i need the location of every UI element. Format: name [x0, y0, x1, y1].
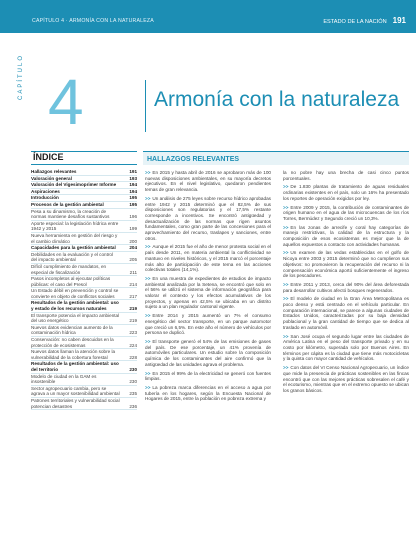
highlight-text: Entre 2009 y 2015, la contribución de contaminantes de origen humano en el agua de las microcuencas de los ríos Torres, Bermúdez y Segundo creció un 10,3%. [283, 204, 409, 221]
highlight-item [283, 250, 409, 279]
highlights-body [145, 170, 409, 540]
highlight-item [145, 385, 271, 402]
index-entry-title: Patrones territoriales y vulnerabilidad social potencian desastres [31, 397, 120, 409]
index-entry-title: Conservación: no caben descuidos en la protección de ecosistemas [31, 337, 114, 348]
table-of-contents [31, 151, 137, 445]
bullet-chevron-icon: >> [283, 184, 289, 190]
bullet-chevron-icon: >> [283, 296, 289, 302]
index-entry-title: Resultados de la gestión ambiental: uso y estado de los recursos naturales [31, 300, 119, 312]
index-entry-page: 194 [129, 182, 137, 188]
bullet-chevron-icon: >> [145, 275, 151, 281]
highlight-item [145, 170, 271, 193]
bullet-chevron-icon: >> [145, 384, 151, 390]
highlight-item [145, 244, 271, 273]
highlight-item [283, 282, 409, 293]
index-entry-title: Sector agropecuario cambia, pero se agrava a un mayor sostenibilidad ambiental [31, 385, 120, 397]
index-entry[interactable] [31, 233, 137, 245]
bullet-chevron-icon: >> [145, 313, 151, 319]
highlight-item [283, 205, 409, 222]
index-entry[interactable] [31, 245, 137, 252]
highlight-text: Un análisis de 275 leyes sobre recurso hídrico aprobadas entre 1942 y 2015 determinó que el 82,5% de sus disposiciones son regulatorias y el 17,5% restante corresponde a incentivos. Se encontró antigüedad y desactualización de las normas que rigen asuntos fundamentales, como gran parte de las concesiones para el aprovechamiento del recurso, traslapes y sanciones, entre otros. [145, 195, 271, 241]
index-entry-page: 228 [129, 354, 137, 360]
index-entry[interactable] [31, 221, 137, 233]
highlight-item [145, 313, 271, 336]
highlight-item [145, 276, 271, 310]
bullet-chevron-icon: >> [283, 250, 289, 256]
index-entry-page: 195 [129, 201, 137, 207]
index-entry-title: Difícil cumplimiento de mandatos, en especial de fiscalización [31, 263, 107, 275]
index-entry-title: Nueva herramienta en gestión del riesgo y el cambio climático [31, 232, 118, 244]
index-entry[interactable] [31, 374, 137, 386]
highlight-text: En 2015 el 99% de la electricidad se generó con fuentes limpias. [145, 370, 271, 382]
index-heading: ÍNDICE [31, 151, 137, 165]
index-entry[interactable] [31, 202, 137, 209]
index-entry-page: 219 [129, 318, 137, 324]
index-entry-page: 223 [129, 330, 137, 336]
index-entry-title: Debilidades en la evaluación y el control del impacto ambiental [31, 251, 113, 263]
index-entry-page: 236 [129, 403, 137, 409]
index-entry-page: 194 [129, 188, 137, 194]
index-entry[interactable] [31, 176, 137, 183]
chapter-label: CAPÍTULO [18, 53, 24, 100]
index-entry[interactable] [31, 209, 137, 221]
index-entry-title: Valoración del Vigesimoprimer Informe [31, 182, 117, 188]
highlight-item [283, 365, 409, 394]
highlight-text: Entre 2011 y 2013, cerca del 90% del área deforestada para desarrollar cultivos afectó bosques regenerados. [283, 281, 409, 293]
header-publication [323, 16, 406, 25]
index-entry-title: Resultados de la gestión ambiental: uso del territorio [31, 361, 119, 372]
highlight-text: En 2015 y hasta abril de 2016 se aprobaron más de 100 nuevas disposiciones ambientales, en su mayoría decretos ejecutivos. En el nivel legislativo, quedaron pendientes temas de gran relevancia. [145, 170, 271, 193]
highlight-text: El transporte generó el 54% de las emisiones de gases del país. De ese porcentaje, un 41% provenía de automóviles particulares. Un estudio sobre la composición química de los contaminantes del aire confirmó que la antigüedad de las unidades agrava el problema. [145, 338, 271, 367]
page-number: 191 [392, 16, 406, 25]
index-entry-title: Valoración general [31, 175, 72, 181]
index-entry-page: 195 [129, 195, 137, 201]
highlight-text: En las zonas de arrecife y coral hay categorías de manejo restrictivas, la calidad de la estructura y la composición de esos ecosistemas es mejor que la de aquellos expuestos a contacto con actividades humanas. [283, 224, 409, 247]
index-entry-title: Pasos incompletos al ejecutar políticas públicas: el caso del Presol [31, 276, 111, 287]
index-entry-title: Hallazgos relevantes [31, 169, 77, 174]
highlight-item [283, 184, 409, 201]
page-header [0, 0, 416, 33]
highlight-text: Un examen de las vedas establecidas en el golfo de Nicoya entre 2003 y 2015 determinó que no cumplieron sus objetivos: no promovieron la recuperación del recurso ni la compensación económica aportó suficientemente el ingreso de los pescadores. [283, 250, 409, 279]
highlight-item [283, 334, 409, 363]
index-entry[interactable] [31, 276, 137, 288]
index-list [31, 169, 137, 410]
index-entry-title: Nuevos datos llaman la atención sobre la vulnerabilidad de la cobertura forestal [31, 349, 116, 360]
header-chapter-text: CAPÍTULO 4 · ARMONÍA CON LA NATURALEZA [32, 18, 154, 24]
index-entry-page: 230 [129, 367, 137, 372]
index-entry[interactable] [31, 325, 137, 337]
index-entry[interactable] [31, 264, 137, 276]
index-entry-page: 193 [129, 175, 137, 181]
bullet-chevron-icon: >> [283, 365, 289, 371]
index-entry[interactable] [31, 252, 137, 264]
bullet-chevron-icon: >> [145, 170, 151, 175]
index-entry-page: 196 [129, 214, 137, 220]
index-entry[interactable] [31, 169, 137, 176]
chapter-title: Armonía con la naturaleza [154, 88, 400, 111]
bullet-chevron-icon: >> [283, 281, 289, 287]
index-entry[interactable] [31, 182, 137, 189]
highlights-heading: HALLAZGOS RELEVANTES [143, 151, 409, 165]
chapter-divider [145, 80, 146, 132]
index-entry-page: 205 [129, 257, 137, 263]
bullet-chevron-icon: >> [283, 224, 289, 230]
index-entry-page: 204 [129, 245, 137, 251]
bullet-chevron-icon: >> [283, 333, 289, 339]
bullet-chevron-icon: >> [145, 370, 151, 376]
index-entry[interactable] [31, 337, 137, 349]
highlight-item [283, 170, 409, 181]
index-entry[interactable] [31, 300, 137, 312]
index-entry-page: 199 [129, 226, 137, 232]
index-entry[interactable] [31, 386, 137, 398]
index-entry-title: Procesos de la gestión ambiental [31, 201, 104, 207]
bullet-chevron-icon: >> [283, 204, 289, 210]
index-entry[interactable] [31, 288, 137, 300]
index-entry-title: Introducción [31, 195, 59, 201]
highlight-text: De 1.830 plantas de tratamiento de aguas residuales ordinarias existentes en el país, solo un 16% ha presentado los reportes de operación exigidos por ley. [283, 184, 409, 201]
highlights-column-left [145, 170, 271, 540]
header-publication-title: ESTADO DE LA NACIÓN [323, 19, 387, 25]
index-entry-page: 224 [129, 342, 137, 348]
index-entry-page: 230 [129, 379, 137, 385]
index-entry-page: 214 [129, 281, 137, 287]
index-entry[interactable] [31, 313, 137, 325]
highlight-text: El modelo de ciudad en la Gran Área Metropolitana es poco denso y está centrado en el vehículo particular. En comparación internacional, se parece a algunas ciudades de Estados Unidos, caracterizadas por su baja densidad poblacional y la gran cantidad de tiempo que se dedica al traslado en automóvil. [283, 296, 409, 330]
highlight-item [145, 371, 271, 382]
index-entry-title: Modelo de ciudad en la GAM es insostenible [31, 373, 97, 385]
index-entry[interactable] [31, 195, 137, 202]
highlight-text: Aunque el 2015 fue el año de menor protesta social en el país desde 2011, en materia ambiental la conflictividad se mantuvo en niveles históricos, y el 2015 marcó el porcentaje más alto de participación de este tema en las acciones colectivas totales (14,1%). [145, 244, 271, 273]
index-entry-page: 191 [129, 169, 137, 174]
highlight-text: San José ocupa el segundo lugar entre las ciudades de América Latina en el peso del transporte privado y en su costo por kilómetro, superada solo por Buenos Aires. En términos per cápita es la ciudad que tiene más motocicletas y la quinta con mayor cantidad de vehículos. [283, 333, 409, 362]
highlight-item [283, 296, 409, 330]
index-entry-title: Capacidades para la gestión ambiental [31, 245, 116, 251]
bullet-chevron-icon: >> [145, 244, 151, 250]
highlight-text: Con datos del VI Censo Nacional Agropecuario, un índice que mide la presencia de prácticas sostenibles en las fincas encontró que con las mejores prácticas sobresalen el café y el ecoturismo, mientras que en el extremo opuesto se ubican los granos básicos. [283, 365, 409, 393]
highlight-text: Entre 2014 y 2015 aumentó un 7% el consumo energético del sector transporte, en un parque automotor que creció un 6,5%. En este año el número de vehículos por persona se duplicó. [145, 313, 271, 336]
highlight-item [145, 196, 271, 242]
index-entry-page: 217 [129, 293, 137, 299]
index-entry-title: Pesa a su dinamismo, la creación de normas mantiene desafíos sustantivos [31, 208, 110, 220]
highlights-column-right [283, 170, 409, 540]
highlight-item [145, 339, 271, 368]
index-entry-page: 200 [129, 238, 137, 244]
index-entry[interactable] [31, 189, 137, 196]
index-entry-title: El transporte potencia el impacto ambiental del uso energético [31, 312, 120, 324]
index-entry[interactable] [31, 398, 137, 410]
index-entry-title: Nuevos datos evidencian aumento de la contaminación hídrica [31, 324, 113, 336]
bullet-chevron-icon: >> [145, 195, 151, 201]
highlight-text: la no pobre hay una brecha de casi cinco puntos porcentuales. [283, 170, 409, 181]
bullet-chevron-icon: >> [145, 338, 151, 344]
highlight-text: La pobreza marca diferencias en el acceso a agua por tubería en los hogares, según la Encuesta Nacional de Hogares de 2015, entre la población en pobreza extrema y [145, 384, 271, 402]
index-entry-page: 219 [129, 306, 137, 312]
index-entry-title: Aporte especial: la legislación hídrica entre 1942 y 2015 [31, 220, 119, 232]
index-entry-title: Un Estado débil en prevención y control se convierte en objeto de conflictos sociales [31, 288, 119, 299]
index-entry[interactable] [31, 361, 137, 373]
index-entry[interactable] [31, 349, 137, 361]
index-entry-title: Aspiraciones [31, 188, 60, 194]
chapter-number: 4 [48, 66, 84, 138]
highlight-text: En una muestra de expedientes de estudios de impacto ambiental analizada por la Setena, se encontró que solo en el 56% se utilizó el sistema de información geográfica para valorar el contexto y los efectos acumulativos de los proyectos, y apenas en 42,5% se ubicaba en un distrito sujeto a un plan regulador cantonal vigente. [145, 275, 271, 310]
index-entry-page: 211 [129, 269, 137, 275]
index-entry-page: 235 [129, 391, 137, 397]
highlight-item [283, 225, 409, 248]
